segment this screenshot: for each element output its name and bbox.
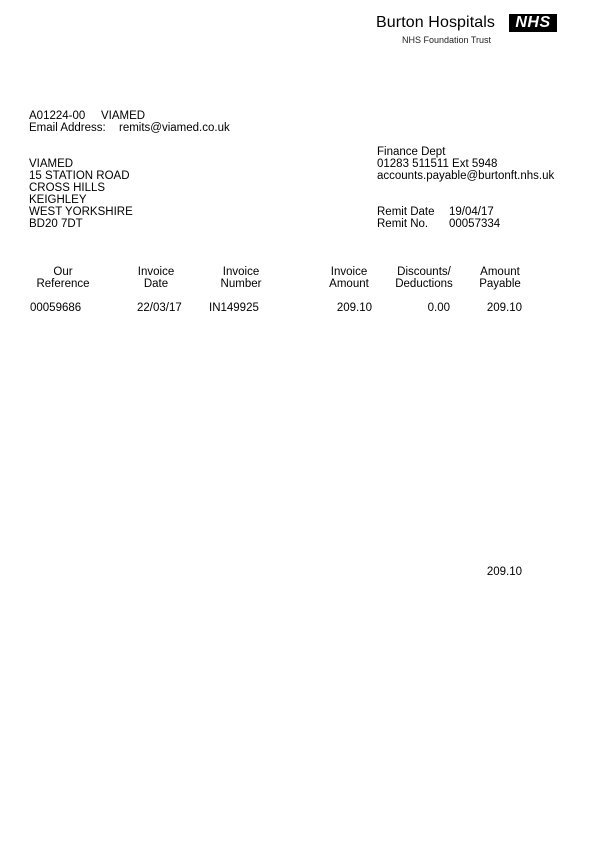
header-invoice-date: Invoice Date (137, 266, 175, 290)
finance-email: accounts.payable@burtonft.nhs.uk (377, 170, 555, 182)
email-label: Email Address: (29, 122, 106, 134)
remit-date: 19/04/17 (449, 206, 494, 218)
row-invoice-number: IN149925 (209, 302, 259, 314)
address-line-3: CROSS HILLS (29, 182, 106, 194)
remit-no: 00057334 (449, 218, 501, 230)
row-invoice-date: 22/03/17 (137, 302, 182, 314)
row-invoice-amount: 209.10 (336, 302, 372, 314)
finance-phone: 01283 511511 Ext 5948 (377, 158, 498, 170)
supplier-email: remits@viamed.co.uk (119, 122, 230, 134)
remit-no-label: Remit No. (377, 218, 429, 230)
address-line-2: 15 STATION ROAD (29, 170, 130, 182)
row-our-reference: 00059686 (30, 302, 82, 314)
organisation-name: Burton Hospitals (376, 14, 495, 31)
row-amount-payable: 209.10 (486, 302, 522, 314)
header-invoice-number: Invoice Number (220, 266, 262, 290)
address-line-1: VIAMED (29, 158, 74, 170)
address-line-4: KEIGHLEY (29, 194, 87, 206)
supplier-name: VIAMED (101, 110, 146, 122)
finance-dept: Finance Dept (377, 146, 446, 158)
header-amount-payable: Amount Payable (479, 266, 521, 290)
nhs-logo-badge: NHS (509, 14, 557, 32)
organisation-subtitle: NHS Foundation Trust (402, 35, 492, 45)
address-line-5: WEST YORKSHIRE (29, 206, 133, 218)
row-discounts-deductions: 0.00 (427, 302, 450, 314)
remit-date-label: Remit Date (377, 206, 435, 218)
address-line-6: BD20 7DT (29, 218, 83, 230)
header-discounts-deductions: Discounts/ Deductions (395, 266, 453, 290)
header-invoice-amount: Invoice Amount (329, 266, 369, 290)
total-payable: 209.10 (486, 566, 522, 578)
supplier-code: A01224-00 (29, 110, 86, 122)
header-our-reference: Our Reference (36, 266, 90, 290)
